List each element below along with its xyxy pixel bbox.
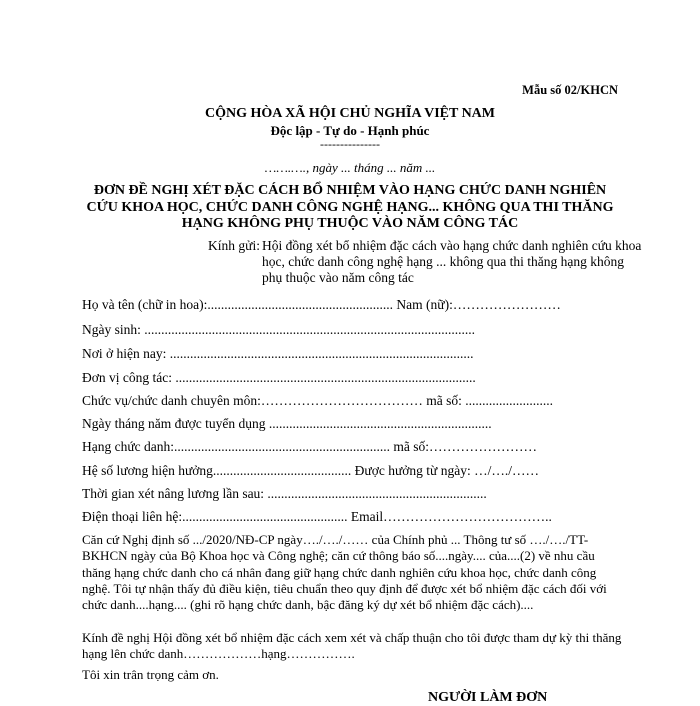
recipient-body: Hội đồng xét bổ nhiệm đặc cách vào hạng chức danh nghiên cứu khoa học, chức danh công nghệ hạng ... không qua thi thăng hạng không phụ thuộc vào năm công tác: [262, 238, 642, 285]
signer-label: NGƯỜI LÀM ĐƠN: [428, 690, 548, 705]
field-rank: Hạng chức danh:................................................................ mã số:……………………: [82, 439, 538, 454]
thanks-paragraph: Tôi xin trân trọng cảm ơn.: [82, 667, 219, 682]
field-position: Chức vụ/chức danh chuyên môn:……………………………… mã số: ..........................: [82, 393, 553, 408]
request-paragraph: Kính đề nghị Hội đồng xét bổ nhiệm đặc cách xem xét và chấp thuận cho tôi được tham dự kỳ thi thăng hạng lên chức danh………………hạng…………….: [82, 630, 622, 662]
field-salary-coefficient: Hệ số lương hiện hưởng......................................... Được hưởng từ ngày: …/…./……: [82, 463, 539, 478]
field-full-name: Họ và tên (chữ in hoa):....................................................... Nam (nữ):……………………: [82, 297, 561, 312]
field-contact: Điện thoại liên hệ:................................................. Email………………………………..: [82, 509, 552, 524]
header-divider: ---------------: [320, 137, 380, 151]
recipient-label: Kính gửi:: [208, 238, 260, 253]
basis-paragraph: Căn cứ Nghị định số .../2020/NĐ-CP ngày…./…./…… của Chính phủ ... Thông tư số …./…./TT-BKHCN ngày của Bộ Khoa học và Công nghệ; căn cứ thông báo số....ngày.... của....(2) về nhu cầu thăng hạng chức danh cho cá nhân đang giữ hạng chức danh nghiên cứu khoa học, chức danh công nghệ. Tôi tự nhận thấy đủ điều kiện, tiêu chuẩn theo quy định để được xét bổ nhiệm đặc cách đối với chức danh....hạng.... (ghi rõ hạng chức danh, bậc đăng ký dự xét bổ nhiệm đặc cách)....: [82, 532, 607, 613]
field-birth-date: Ngày sinh: ..................................................................................................: [82, 322, 475, 337]
field-next-raise: Thời gian xét nâng lương lần sau: .................................................................: [82, 486, 487, 501]
document-title: ĐƠN ĐỀ NGHỊ XÉT ĐẶC CÁCH BỔ NHIỆM VÀO HẠNG CHỨC DANH NGHIÊN CỨU KHOA HỌC, CHỨC DANH CÔNG NGHỆ HẠNG... KHÔNG QUA THI THĂNG HẠNG KHÔNG PHỤ THUỘC VÀO NĂM CÔNG TÁC: [86, 183, 614, 231]
form-code: Mẫu số 02/KHCN: [522, 83, 618, 97]
field-residence: Nơi ở hiện nay: ..........................................................................................: [82, 346, 474, 361]
date-line: …….…., ngày ... tháng ... năm ...: [264, 160, 436, 175]
field-workplace: Đơn vị công tác: .........................................................................................: [82, 370, 476, 385]
field-recruit-date: Ngày tháng năm được tuyển dụng ..................................................................: [82, 416, 492, 431]
national-title: CỘNG HÒA XÃ HỘI CHỦ NGHĨA VIỆT NAM: [204, 106, 495, 121]
national-motto: Độc lập - Tự do - Hạnh phúc: [270, 123, 430, 138]
